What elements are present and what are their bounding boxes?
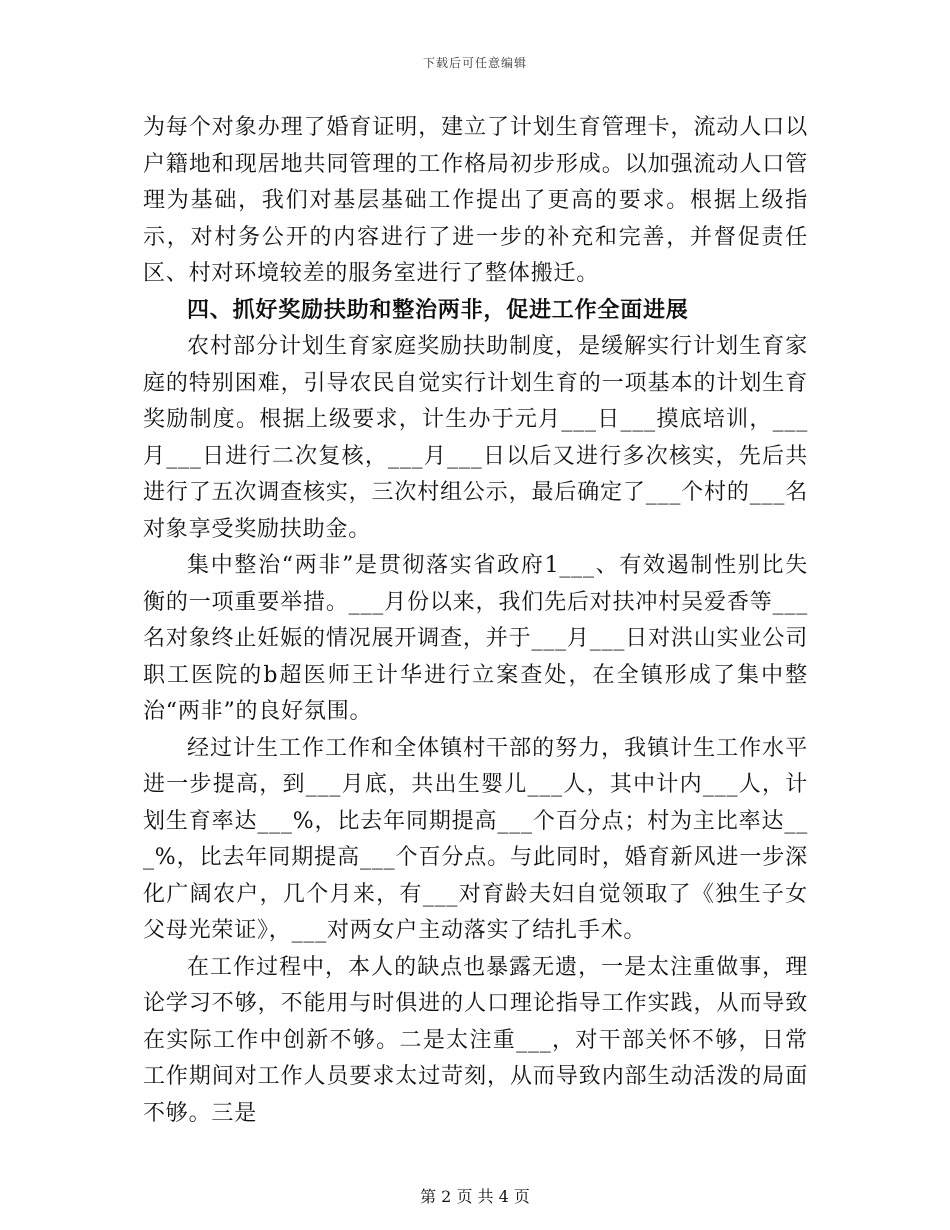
paragraph-5: 在工作过程中，本人的缺点也暴露无遗，一是太注重做事，理论学习不够，不能用与时俱进的人口理论指导工作实践，从而导致在实际工作中创新不够。二是太注重___，对干部关怀不够，日常工作期间对工作人员要求太过苛刻，从而导致内部生动活泼的局面不够。三是 — [143, 954, 808, 1126]
paragraph-2: 农村部分计划生育家庭奖励扶助制度，是缓解实行计划生育家庭的特别困难，引导农民自觉实行计划生育的一项基本的计划生育奖励制度。根据上级要求，计生办于元月___日___摸底培训，___月___日进行二次复核，___月___日以后又进行多次核实，先后共进行了五次调查核实，三次村组公示，最后确定了___个村的___名对象享受奖励扶助金。 — [143, 334, 808, 542]
paragraph-4: 经过计生工作工作和全体镇村干部的努力，我镇计生工作水平进一步提高，到___月底，共出生婴儿___人，其中计内___人，计划生育率达___%，比去年同期提高___个百分点；村为主比率达___%，比去年同期提高___个百分点。与此同时，婚育新风进一步深化广阔农户，几个月来，有___对育龄夫妇自觉领取了《独生子女父母光荣证》，___对两女户主动落实了结扎手术。 — [143, 735, 808, 943]
page-header-note: 下载后可任意编辑 — [422, 56, 527, 70]
page-number-footer: 第 2 页 共 4 页 — [420, 1187, 530, 1206]
section-heading-4: 四、抓好奖励扶助和整治两非，促进工作全面进展 — [187, 297, 689, 323]
document-body — [143, 110, 808, 1132]
paragraph-1: 为每个对象办理了婚育证明，建立了计划生育管理卡，流动人口以户籍地和现居地共同管理的工作格局初步形成。以加强流动人口管理为基础，我们对基层基础工作提出了更高的要求。根据上级指示，对村务公开的内容进行了进一步的补充和完善，并督促责任区、村对环境较差的服务室进行了整体搬迁。 — [143, 115, 808, 286]
paragraph-3: 集中整治“两非”是贯彻落实省政府1___、有效遏制性别比失衡的一项重要举措。___月份以来，我们先后对扶冲村吴爱香等___名对象终止妊娠的情况展开调查，并于___月___日对洪山实业公司职工医院的b超医师王计华进行立案查处，在全镇形成了集中整治“两非”的良好氛围。 — [143, 553, 808, 724]
